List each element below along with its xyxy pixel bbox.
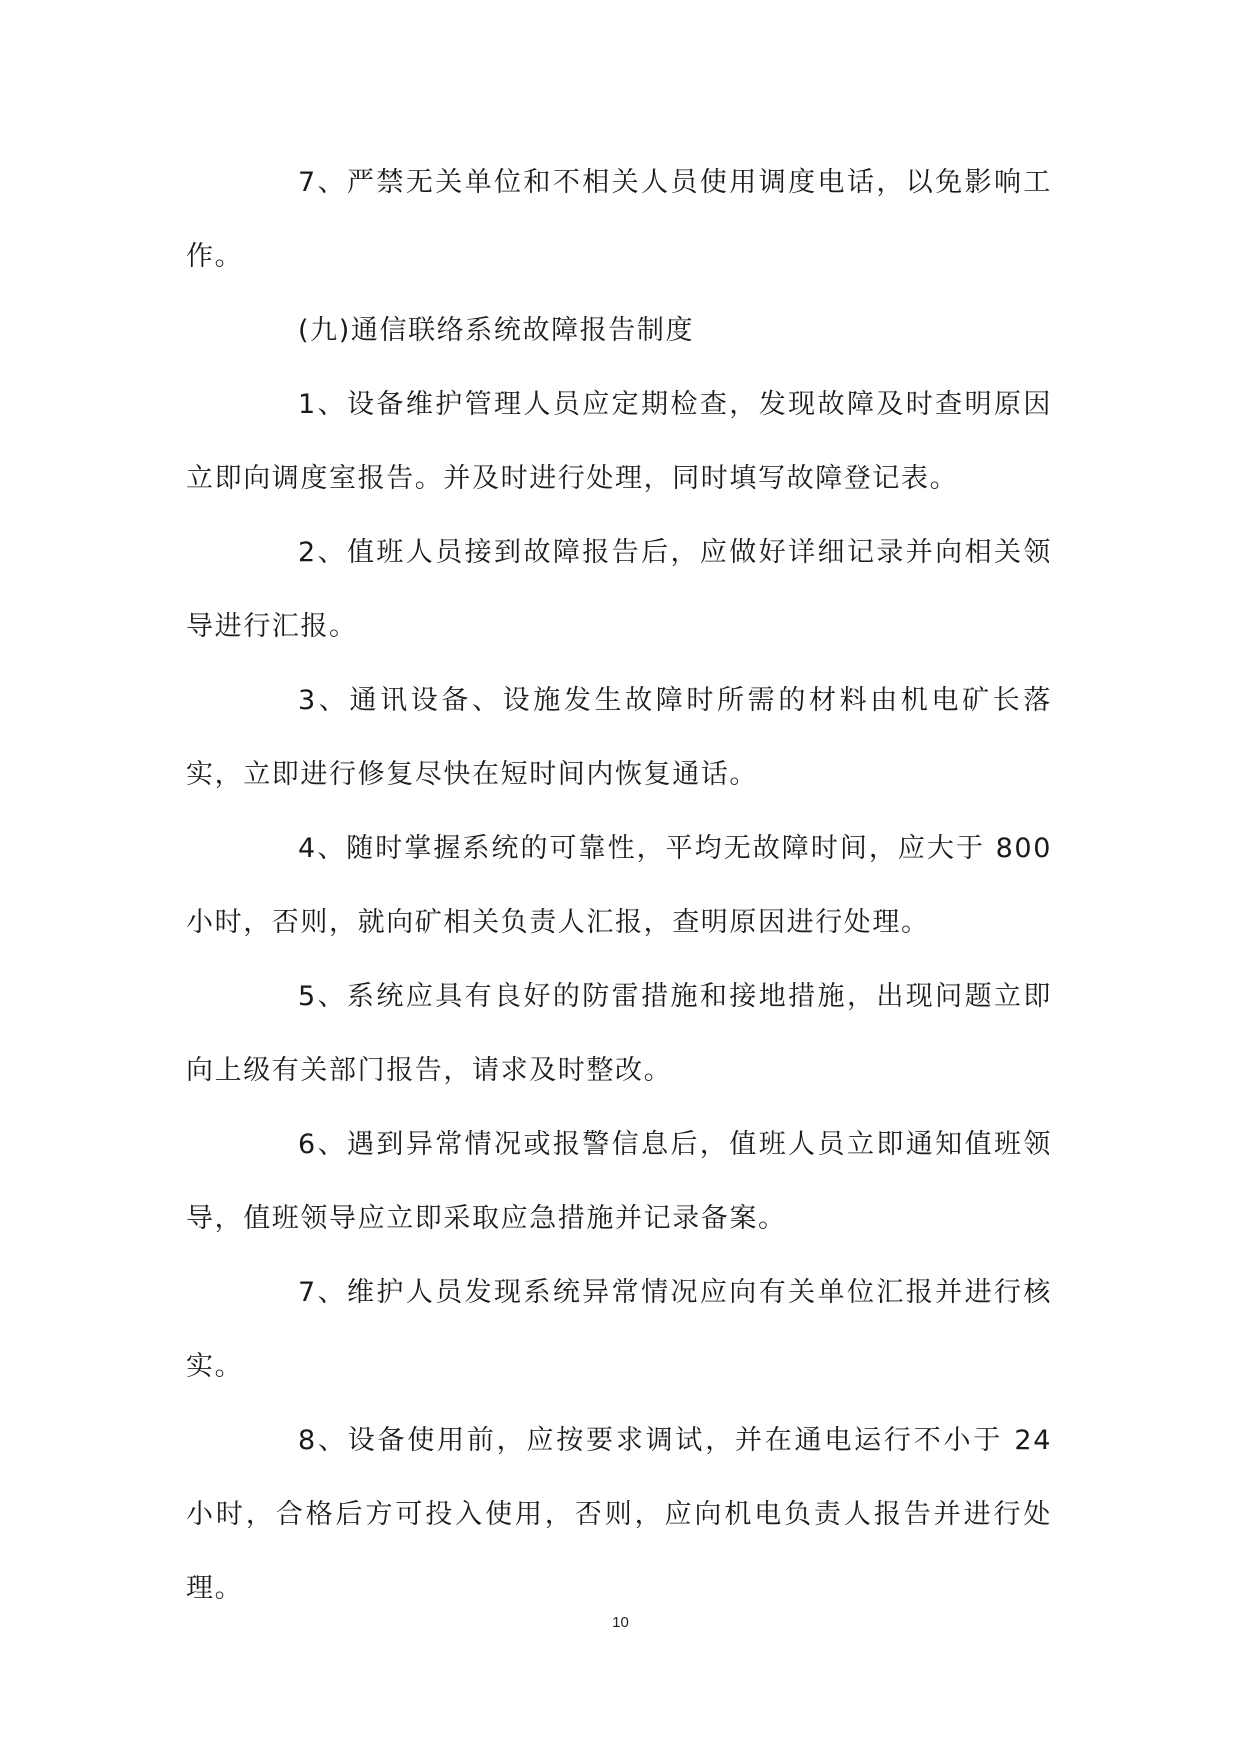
section-heading-fault-report: (九)通信联络系统故障报告制度 xyxy=(298,315,695,346)
paragraph-item-6: 6、遇到异常情况或报警信息后，值班人员立即通知值班领导，值班领导应立即采取应急措施并记录备案。 xyxy=(186,1129,1052,1234)
paragraph-item-3: 3、通讯设备、设施发生故障时所需的材料由机电矿长落实，立即进行修复尽快在短时间内恢复通话。 xyxy=(186,685,1052,790)
paragraph-item-7: 7、维护人员发现系统异常情况应向有关单位汇报并进行核实。 xyxy=(186,1277,1052,1382)
paragraph-item-8: 8、设备使用前，应按要求调试，并在通电运行不小于 24 小时，合格后方可投入使用，否则，应向机电负责人报告并进行处理。 xyxy=(186,1425,1052,1604)
page-number: 10 xyxy=(612,1614,629,1631)
document-body xyxy=(186,146,1052,1626)
paragraph-item-1: 1、设备维护管理人员应定期检查，发现故障及时查明原因立即向调度室报告。并及时进行处理，同时填写故障登记表。 xyxy=(186,389,1052,494)
paragraph-item-5: 5、系统应具有良好的防雷措施和接地措施，出现问题立即向上级有关部门报告，请求及时整改。 xyxy=(186,981,1052,1086)
paragraph-item-2: 2、值班人员接到故障报告后，应做好详细记录并向相关领导进行汇报。 xyxy=(186,537,1052,642)
paragraph-item-4: 4、随时掌握系统的可靠性，平均无故障时间，应大于 800 小时，否则，就向矿相关负责人汇报，查明原因进行处理。 xyxy=(186,833,1052,938)
paragraph-item-7-dispatch-phone: 7、严禁无关单位和不相关人员使用调度电话，以免影响工作。 xyxy=(186,167,1052,272)
